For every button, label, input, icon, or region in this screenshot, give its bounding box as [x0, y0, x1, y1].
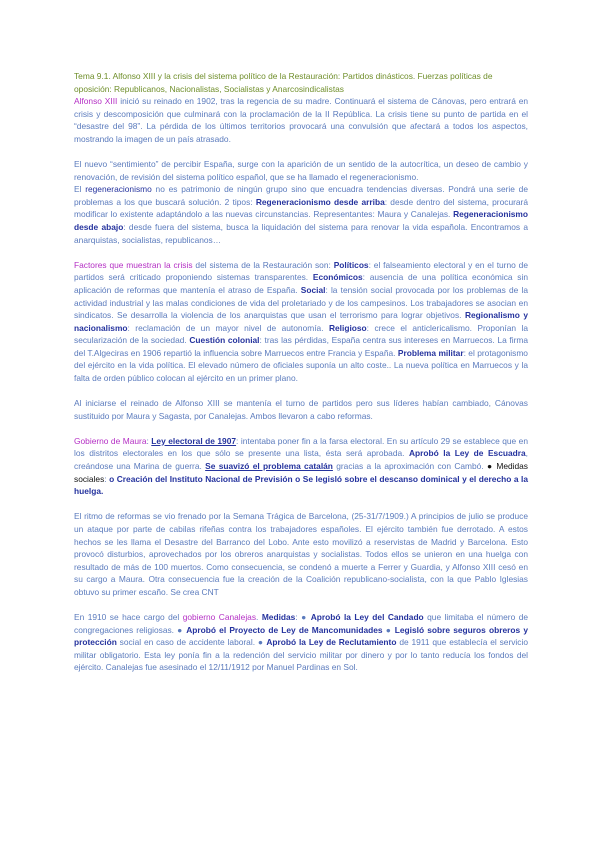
paragraph-gap	[74, 385, 528, 398]
term-ley-reclutamiento: Aprobó la Ley de Reclutamiento	[266, 637, 397, 648]
text: social en caso de accidente laboral. ●	[116, 637, 267, 648]
paragraph-gobierno-canalejas	[74, 611, 528, 674]
paragraph-gap	[74, 422, 528, 435]
term-desde-arriba: Regeneracionismo desde arriba	[255, 196, 385, 207]
text: :	[146, 435, 152, 446]
paragraph-regeneracionismo-intro: El nuevo “sentimiento” de percibir España, surge con la aparición de un sentido de la autocrítica, un deseo de cambio y renovación, de revisión del sistema político español, que se ha llamado el regeneracionismo.	[74, 159, 528, 182]
term-regionalismo: Regionalismo y nacionalismo	[74, 310, 528, 333]
text: : crece el anticlericalismo. Proponían la secularización de la sociedad.	[74, 322, 528, 346]
paragraph-gap	[74, 598, 528, 611]
text: El	[74, 184, 86, 195]
term-mancomunidades: Aprobó el Proyecto de Ley de Mancomunidades	[186, 624, 383, 635]
text: , creándose una Marina de guerra.	[74, 448, 528, 472]
highlight-gobierno-canalejas: gobierno Canalejas	[182, 611, 257, 622]
text: gracias a la aproximación con Cambó.	[332, 461, 487, 472]
paragraph-semana-tragica: El ritmo de reformas se vio frenado por la Semana Trágica de Barcelona, (25-31/7/1909.) A principios de julio se produce un ataque por parte de cabilas rifeñas contra los trabajadores españoles. El ejército también fue derrotado. A estos hechos se les llama el Desastre del Barranco del Lobo. Ante esto movilizó a reservistas de Madrid y Barcelona. Esto provocó disturbios, aprovechados por los obreros anarquistas y socialistas. Todos ellos se unieron en una huelga con resultado de más de 100 muertos. Como consecuencia, se condenó a muerte a Ferrer y Guardia, y Alfonso XIII cesó en su cargo a Maura. Otra consecuencia fue la creación de la Coalición republicano-socialista, con la que Pablo Iglesias obtuvo su primer escaño. Se crea CNT	[74, 511, 528, 597]
text: de 1911 que establecía el servicio militar obligatorio. Esta ley ponía fin a la redención del servicio militar por dinero y por lo tanto reducía los fondos del ejército. Canalejas fue asesinado el 12/11/1912 por Manuel Pardinas en Sol.	[74, 637, 528, 673]
term-ley-electoral: Ley electoral de 1907	[151, 435, 237, 446]
text: : el protagonismo del ejército en la vida política. El elevado número de oficiales suponía un alto coste.. La nueva política en Marruecos y la falta de orden público colocan al ejército en un primer plano.	[74, 347, 528, 384]
term-ley-candado: Aprobó la Ley del Candado	[310, 611, 424, 622]
text: : tras las pérdidas, España centra sus intereses en Marruecos. La firma del T.Algeciras en 1906 repartió la influencia sobre Marruecos entre Francia y España.	[74, 335, 528, 358]
term-regeneracionismo: regeneracionismo	[85, 184, 152, 195]
text: no es patrimonio de ningún grupo sino que encuadra tendencias diversas. Pondrá una serie de problemas a los que buscará solución. 2 tipos:	[74, 184, 528, 207]
document-title: Tema 9.1. Alfonso XIII y la crisis del sistema político de la Restauración: Partidos dinásticos. Fuerzas políticas de oposición: Republicanos, Nacionalistas, Socialistas y Anarcosindicalistas	[74, 71, 493, 94]
document-body	[74, 70, 528, 674]
text: : reclamación de un mayor nivel de autonomía.	[127, 322, 329, 333]
text: : la tensión social provocada por los problemas de la actividad industrial y las malas condiciones de vida del proletariado y de los campesinos. Los trabajadores se asocian en sindicatos. Se desarrolla la violencia de los anarquistas que usan el terrorismo para lograr objetivos.	[74, 284, 529, 321]
paragraph-regeneracionismo	[74, 183, 528, 246]
term-ley-escuadra: Aprobó la Ley de Escuadra	[408, 448, 526, 459]
text: :	[104, 473, 110, 484]
paragraph-factores-crisis	[74, 259, 528, 385]
text: : el falseamiento electoral y en el turno de partidos será criticado proponiendo sistemas transparentes.	[74, 259, 528, 283]
highlight-alfonso-xiii: Alfonso XIII	[74, 96, 118, 107]
term-desde-abajo: Regeneracionismo desde abajo	[74, 209, 528, 233]
text: que limitaba el número de congregaciones religiosas. ●	[74, 611, 529, 635]
term-cuestion-colonial: Cuestión colonial	[189, 335, 260, 346]
paragraph-gap	[74, 246, 528, 259]
text: del sistema de la Restauración son:	[192, 259, 334, 270]
text: : intentaba poner fin a la farsa electoral. En su artículo 29 se establece que en los distritos electorales en los que sólo se presente una lista, ésta será aprobada.	[74, 435, 529, 459]
text: : desde dentro del sistema, procurará modificar lo existente adaptándolo a las nuevas circunstancias. Representantes: Maura y Canalejas.	[74, 196, 528, 220]
text: En 1910 se hace cargo del	[74, 611, 183, 622]
term-problema-catalan: Se suavizó el problema catalán	[205, 461, 333, 472]
paragraph-turno-partidos: Al iniciarse el reinado de Alfonso XIII se mantenía el turno de partidos pero sus líderes habían cambiado, Cánovas sustituido por Maura y Sagasta, por Canalejas. Ambos llevaron a cabo reformas.	[74, 398, 528, 421]
paragraph-gobierno-maura	[74, 435, 528, 498]
text: ●	[382, 624, 395, 635]
paragraph-alfonso-xiii	[74, 95, 528, 145]
text: inició su reinado en 1902, tras la regencia de su madre. Continuará el sistema de Cánovas, pero entrará en crisis y descomposición que culminará con la proclamación de la II República. La crisis tiene su punto de partida en el “desastre del 98”. La pérdida de los últimos territorios provocará una convulsión que afectará a todos los aspectos, mostrando la imagen de un país atrasado.	[74, 96, 529, 144]
term-problema-militar: Problema militar	[397, 347, 464, 358]
term-politicos: Políticos	[333, 259, 369, 270]
text: : ausencia de una política económica sin aplicación de reformas que mantenía el atraso de España.	[74, 272, 528, 295]
paragraph-gap	[74, 498, 528, 511]
text: .	[256, 611, 262, 622]
paragraph-gap	[74, 146, 528, 159]
term-medidas-sociales: ● Medidas sociales	[74, 461, 528, 484]
text: : desde fuera del sistema, busca la liquidación del sistema para renovar la vida española. Encontramos a anarquistas, socialistas, republicanos…	[74, 222, 528, 245]
highlight-factores: Factores que muestran la crisis	[74, 259, 193, 270]
term-social: Social	[300, 284, 326, 295]
text: : ●	[295, 611, 311, 622]
term-instituto-prevision: o Creación del Instituto Nacional de Previsión o Se legisló sobre el descanso dominical y el derecho a la huelga.	[74, 473, 528, 497]
term-religioso: Religioso	[328, 322, 367, 333]
term-seguros-obreros: Legisló sobre seguros obreros y protección	[74, 624, 528, 648]
term-medidas: Medidas	[261, 611, 296, 622]
highlight-gobierno-maura: Gobierno de Maura	[74, 435, 147, 446]
term-economicos: Económicos	[312, 272, 363, 283]
